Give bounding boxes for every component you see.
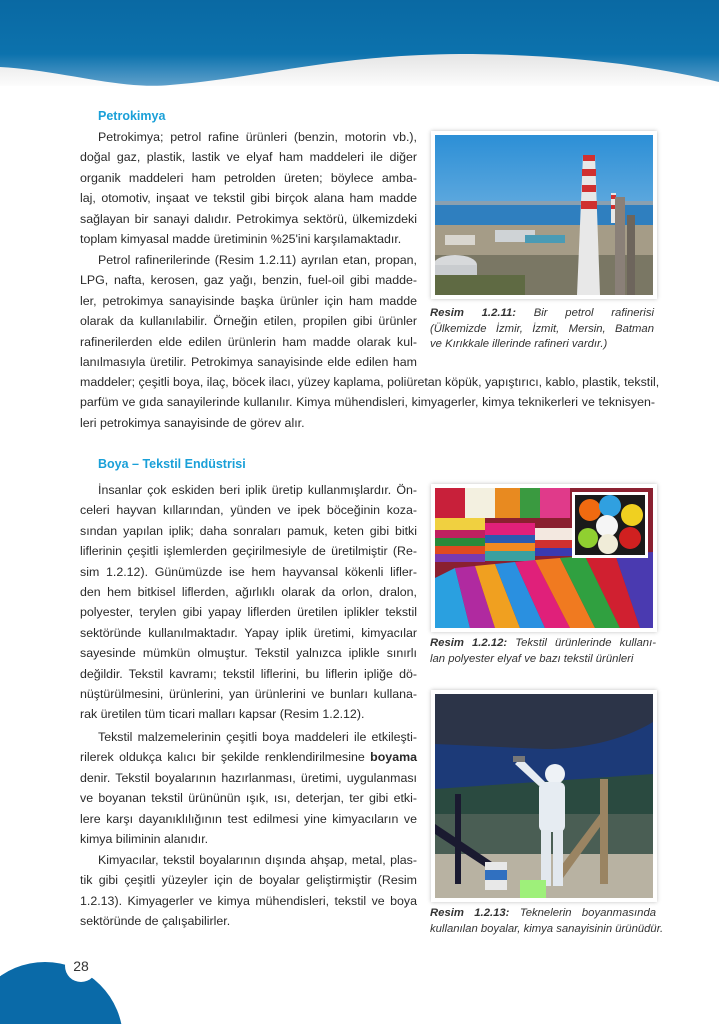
text-line: den hem bitkisel liflerden, ağırlıklı olarak da orlon, dralon, <box>80 585 417 600</box>
text-line: İnsanlar çok eskiden beri iplik üretip kullanmışlardır. Ön- <box>98 483 417 497</box>
caption-text: Tekstil ürünlerinde kullanı- <box>515 637 656 649</box>
caption-resim-1-2-13 <box>430 906 664 937</box>
boat-painting-photo-icon <box>435 694 653 898</box>
caption-text: Teknelerin boyanmasında <box>519 907 657 919</box>
paragraph-petrokimya-1 <box>80 127 417 249</box>
text-line: lanılmasıyla üretilir. Petrokimya sanayisinde elde edilen ham <box>80 355 417 370</box>
text-line: laj, otomotiv, inşaat ve tekstil gibi birçok alana ham madde <box>80 191 417 206</box>
text-line: sektöründe kullanılmaktadır. Yapay iplik üretimi, kimyacılar <box>80 625 417 640</box>
text-line: nüştürülmesini, ürünlerini, yan ürünlerini ve bunları kullana- <box>80 687 417 702</box>
refinery-photo-icon <box>435 135 653 295</box>
text-line: değildir. Tekstil kavramı; tekstil liflerini, bu liflerin ipliğe dö- <box>80 666 417 681</box>
caption-text: lan polyester elyaf ve bazı tekstil ürünleri <box>430 652 634 665</box>
paragraph-tekstil-1 <box>80 480 417 725</box>
figure-boat-painting <box>431 690 657 902</box>
caption-text: (Ülkemizde İzmir, İzmit, Mersin, Batman <box>430 322 654 335</box>
text-line: rak üretilen tüm ticari malları kapsar (Resim 1.2.12). <box>80 707 365 722</box>
text-line: tik gibi çeşitli yüzeyler için de boyalar geliştirmiştir (Resim <box>80 873 417 888</box>
page-header-banner <box>0 0 719 90</box>
page-number: 28 <box>65 950 97 982</box>
text-line: lere karşı dayanıklılığının test edilmesi yine kimyacıların ve <box>80 811 417 826</box>
page-corner-decoration <box>0 940 130 1024</box>
figure-refinery <box>431 131 657 299</box>
text-line: ve boyanan tekstil ürününün ışık, ısı, deterjan, ter gibi etki- <box>80 791 417 806</box>
figure-textile-products <box>431 484 657 632</box>
caption-text: kullanılan boyalar, kimya sanayisinin ürünüdür. <box>430 922 664 935</box>
section-heading-boya-tekstil: Boya – Tekstil Endüstrisi <box>98 457 246 471</box>
caption-resim-1-2-11 <box>430 306 654 353</box>
caption-label: Resim 1.2.12: <box>430 637 508 649</box>
paragraph-petrokimya-2 <box>80 250 417 372</box>
text-line: sim 1.2.12). Günümüzde ise hem hayvansal kökenli lifler- <box>80 564 417 579</box>
caption-text: ve Kırıkkale illerinde rafineri vardır.) <box>430 338 608 350</box>
text-line: celeri hayvan kıllarından, yünden ve ipek böceğinin koza- <box>80 503 417 518</box>
text-line: doğal gaz, plastik, lastik ve elyaf ham maddeleri ile diğer <box>80 150 417 165</box>
text-line: olarak da kullanılabilir. Örneğin etilen, propilen gibi ürünler <box>80 314 417 329</box>
caption-text: Bir petrol rafinerisi <box>533 307 654 319</box>
text-line: leri petrokimya sanayisinde de görev alır. <box>80 415 305 430</box>
text-line: sından yapılan iplik; daha sonraları pamuk, keten gibi bitki <box>80 523 417 538</box>
text-line: LPG, nafta, kerosen, gaz yağı, benzin, fuel-oil gibi madde- <box>80 273 417 288</box>
bold-term: boyama <box>370 750 417 765</box>
text-line: sayesinde mümkün olmuştur. Tekstil yalnızca iplikle sınırlı <box>80 646 417 661</box>
text-line: sektöründe de çalışabilirler. <box>80 914 231 929</box>
text-line: Petrokimya; petrol rafine ürünleri (benzin, motorin vb.), <box>98 130 417 144</box>
text-line: rafinerilerden elde edilen ürünlerin ham madde olarak kul- <box>80 334 417 349</box>
text-line: kimya biliminin alanıdır. <box>80 832 209 847</box>
text-line: polyester, terylen gibi yapay liflerden üretilen iplikler tekstil <box>80 605 417 620</box>
text-line: ler, petrokimya sanayisinde başka ürünler için ham madde <box>80 293 417 308</box>
text-line: parfüm ve gıda sanayilerinde kullanılır. Kimya mühendisleri, kimyagerler, kimya teknikerleri ve teknisyen- <box>80 395 655 410</box>
text-line: rilerek oldukça kalıcı bir şekilde renklendirilmesine <box>80 750 371 765</box>
caption-resim-1-2-12 <box>430 636 656 667</box>
caption-label: Resim 1.2.11: <box>430 307 516 319</box>
text-line: liflerinin çeşitli işlemlerden geçirilmesiyle de üretilmiştir (Re- <box>80 544 417 559</box>
text-line: toplam kimyasal madde üretiminin %25'ini karşılamaktadır. <box>80 232 402 247</box>
text-line: denir. Tekstil boyalarının hazırlanması, üretimi, uygulanması <box>80 770 417 785</box>
textile-products-photo-icon <box>435 488 653 628</box>
caption-label: Resim 1.2.13: <box>430 907 510 919</box>
paragraph-petrokimya-2-full <box>80 372 660 433</box>
paragraph-tekstil-3 <box>80 850 417 932</box>
text-line: sağlayan bir sanayi dalıdır. Petrokimya sektörü, ülkemizdeki <box>80 211 417 226</box>
text-line: Petrol rafinerilerinde (Resim 1.2.11) ayrılan etan, propan, <box>98 253 417 267</box>
section-heading-petrokimya: Petrokimya <box>98 109 166 123</box>
paragraph-tekstil-2 <box>80 727 417 849</box>
text-line: organik maddeleri ham petrolden üreten; böylece amba- <box>80 170 417 185</box>
text-line: 1.2.13). Kimyagerler ve kimya mühendisleri, tekstil ve boya <box>80 893 417 908</box>
text-line: maddeler; çeşitli boya, ilaç, böcek ilacı, yüzey kaplama, poliüretan köpük, yapıştırıcı, kablo, plastik, tekstil, <box>80 375 660 389</box>
text-line: Tekstil malzemelerinin çeşitli boya maddeleri ile etkileşti- <box>98 730 417 744</box>
text-line: Kimyacılar, tekstil boyalarının dışında ahşap, metal, plas- <box>98 853 417 867</box>
